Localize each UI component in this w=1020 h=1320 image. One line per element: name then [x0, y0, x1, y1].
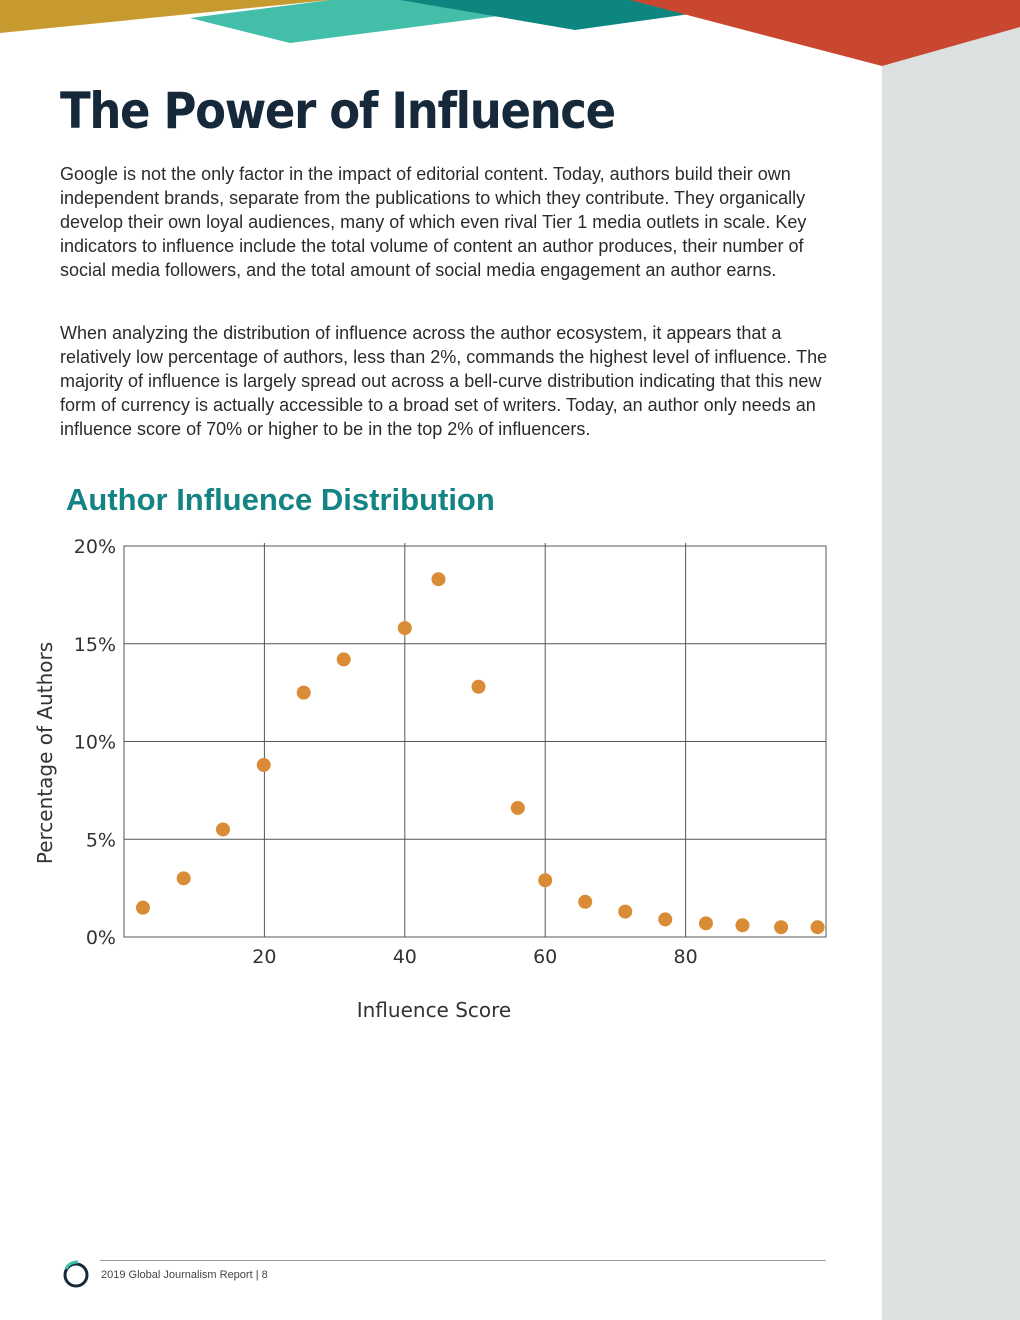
intro-paragraph: Google is not the only factor in the impact of editorial content. Today, authors build their own independent brands, separate from the publications to which they contribute. They organically develop their own loyal audiences, many of which even rival Tier 1 media outlets in scale. Key indicators to influence include the total volume of content an author produces, their number of social media followers, and the total amount of social media engagement an author earns.: [60, 164, 807, 280]
chart-title: Author Influence Distribution: [66, 482, 495, 517]
data-point: [472, 680, 486, 694]
data-point: [618, 905, 632, 919]
data-point: [216, 822, 230, 836]
data-point: [431, 572, 445, 586]
data-points: [136, 572, 825, 934]
data-point: [658, 912, 672, 926]
x-tick-label: 80: [673, 946, 698, 968]
data-point: [735, 918, 749, 932]
analysis-paragraph: When analyzing the distribution of influence across the author ecosystem, it appears that a relatively low percentage of authors, less than 2%, commands the highest level of influence. The majority of influence is largely spread out across a bell-curve distribution indicating that this new form of currency is actually accessible to a broad set of writers. Today, an author only needs an influence score of 70% or higher to be in the top 2% of influencers.: [60, 323, 828, 439]
axis-labels: [74, 536, 698, 968]
y-tick-label: 15%: [73, 633, 116, 656]
data-point: [337, 652, 351, 666]
banner-red-stripe: [630, 0, 1020, 66]
page-title: The Power of Influence: [60, 82, 615, 140]
x-tick-label: 40: [392, 946, 417, 968]
data-point: [578, 895, 592, 909]
y-tick-label: 0%: [85, 927, 116, 949]
y-axis-title: Percentage of Authors: [33, 641, 57, 865]
scatter-chart: [0, 520, 880, 1040]
data-point: [136, 901, 150, 915]
data-point: [699, 916, 713, 930]
y-tick-label: 20%: [73, 536, 116, 558]
data-point: [511, 801, 525, 815]
data-point: [398, 621, 412, 635]
data-point: [257, 758, 271, 772]
footer-text: 2019 Global Journalism Report | 8: [101, 1269, 268, 1281]
data-point: [538, 873, 552, 887]
chart-grid: [124, 543, 826, 937]
data-point: [297, 686, 311, 700]
data-point: [177, 871, 191, 885]
footer-divider: [100, 1260, 826, 1261]
report-logo-icon: [60, 1259, 92, 1291]
data-point: [774, 920, 788, 934]
decorative-banner: [0, 0, 1020, 70]
data-point: [811, 920, 825, 934]
page-sidebar-band: [882, 0, 1020, 1320]
x-tick-label: 60: [533, 946, 558, 968]
y-tick-label: 10%: [73, 731, 116, 754]
y-tick-label: 5%: [85, 829, 116, 852]
x-tick-label: 20: [252, 946, 277, 968]
x-axis-title: Influence Score: [356, 998, 512, 1022]
